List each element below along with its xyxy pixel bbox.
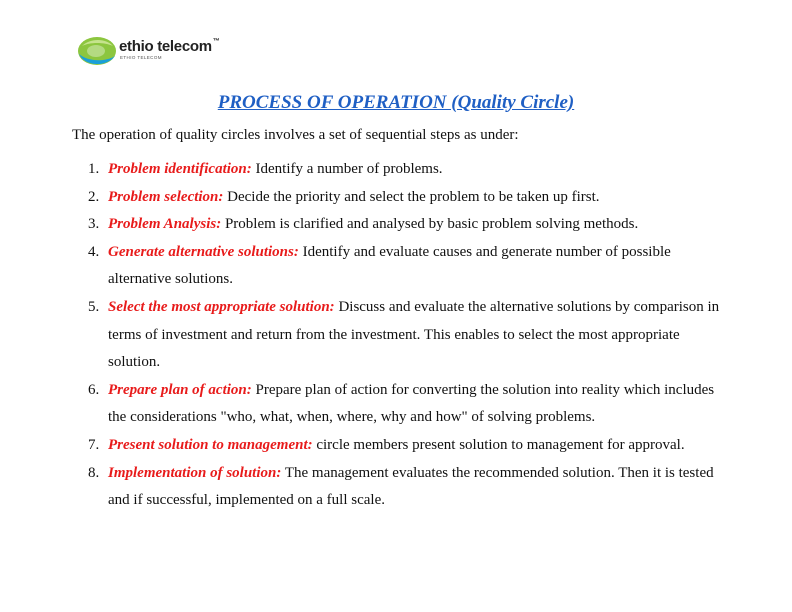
step-term: Problem Analysis: bbox=[108, 216, 222, 233]
step-term: Problem identification: bbox=[108, 161, 252, 177]
step-term: Select the most appropriate solution: bbox=[108, 298, 335, 315]
step-description: Decide the priority and select the problem to be taken up first. bbox=[223, 188, 600, 205]
step-number: 1. bbox=[88, 161, 100, 177]
step-term: Generate alternative solutions: bbox=[108, 243, 299, 260]
logo-wordmark bbox=[119, 38, 220, 55]
step-term: Present solution to management: bbox=[108, 436, 313, 453]
intro-text: The operation of quality circles involves a set of sequential steps as under: bbox=[72, 127, 519, 143]
step-number: 2. bbox=[88, 188, 100, 205]
step-description: Discuss and evaluate the alternative solutions by comparison in terms of investment and return from the investment. This enables to select the most appropriate solution. bbox=[108, 298, 720, 371]
step-description: Identify a number of problems. bbox=[251, 161, 443, 177]
step-item bbox=[72, 211, 722, 239]
step-description: Identify and evaluate causes and generate number of possible alternative solutions. bbox=[108, 243, 671, 288]
step-term: Implementation of solution: bbox=[108, 464, 282, 481]
step-item bbox=[72, 294, 722, 377]
step-description: The management evaluates the recommended solution. Then it is tested and if successful, implemented on a full scale. bbox=[108, 464, 714, 509]
step-item bbox=[72, 239, 722, 294]
step-description: circle members present solution to management for approval. bbox=[312, 436, 685, 453]
ethio-telecom-logo-icon bbox=[76, 34, 118, 70]
logo-trademark: ™ bbox=[212, 38, 220, 45]
step-term: Prepare plan of action: bbox=[108, 381, 252, 398]
step-item bbox=[72, 156, 722, 184]
step-number: 8. bbox=[88, 464, 100, 481]
step-item bbox=[72, 184, 722, 212]
step-term: Problem selection: bbox=[108, 188, 224, 205]
step-number: 4. bbox=[88, 243, 100, 260]
step-number: 6. bbox=[88, 381, 100, 398]
step-number: 5. bbox=[88, 298, 100, 315]
step-description: Prepare plan of action for converting the solution into reality which includes the considerations "who, what, when, where, why and how" of solving problems. bbox=[108, 381, 715, 426]
logo-name: ethio telecom bbox=[119, 38, 212, 55]
steps-list bbox=[72, 156, 722, 515]
ethio-telecom-logo bbox=[76, 34, 236, 72]
step-item bbox=[72, 460, 722, 515]
logo-tagline: ETHIO TELECOM bbox=[120, 55, 162, 60]
step-item bbox=[72, 377, 722, 432]
step-number: 7. bbox=[88, 436, 100, 453]
page-title: PROCESS OF OPERATION (Quality Circle) bbox=[217, 92, 575, 113]
step-item bbox=[72, 432, 722, 460]
step-description: Problem is clarified and analysed by basic problem solving methods. bbox=[221, 216, 639, 233]
step-number: 3. bbox=[88, 216, 100, 233]
